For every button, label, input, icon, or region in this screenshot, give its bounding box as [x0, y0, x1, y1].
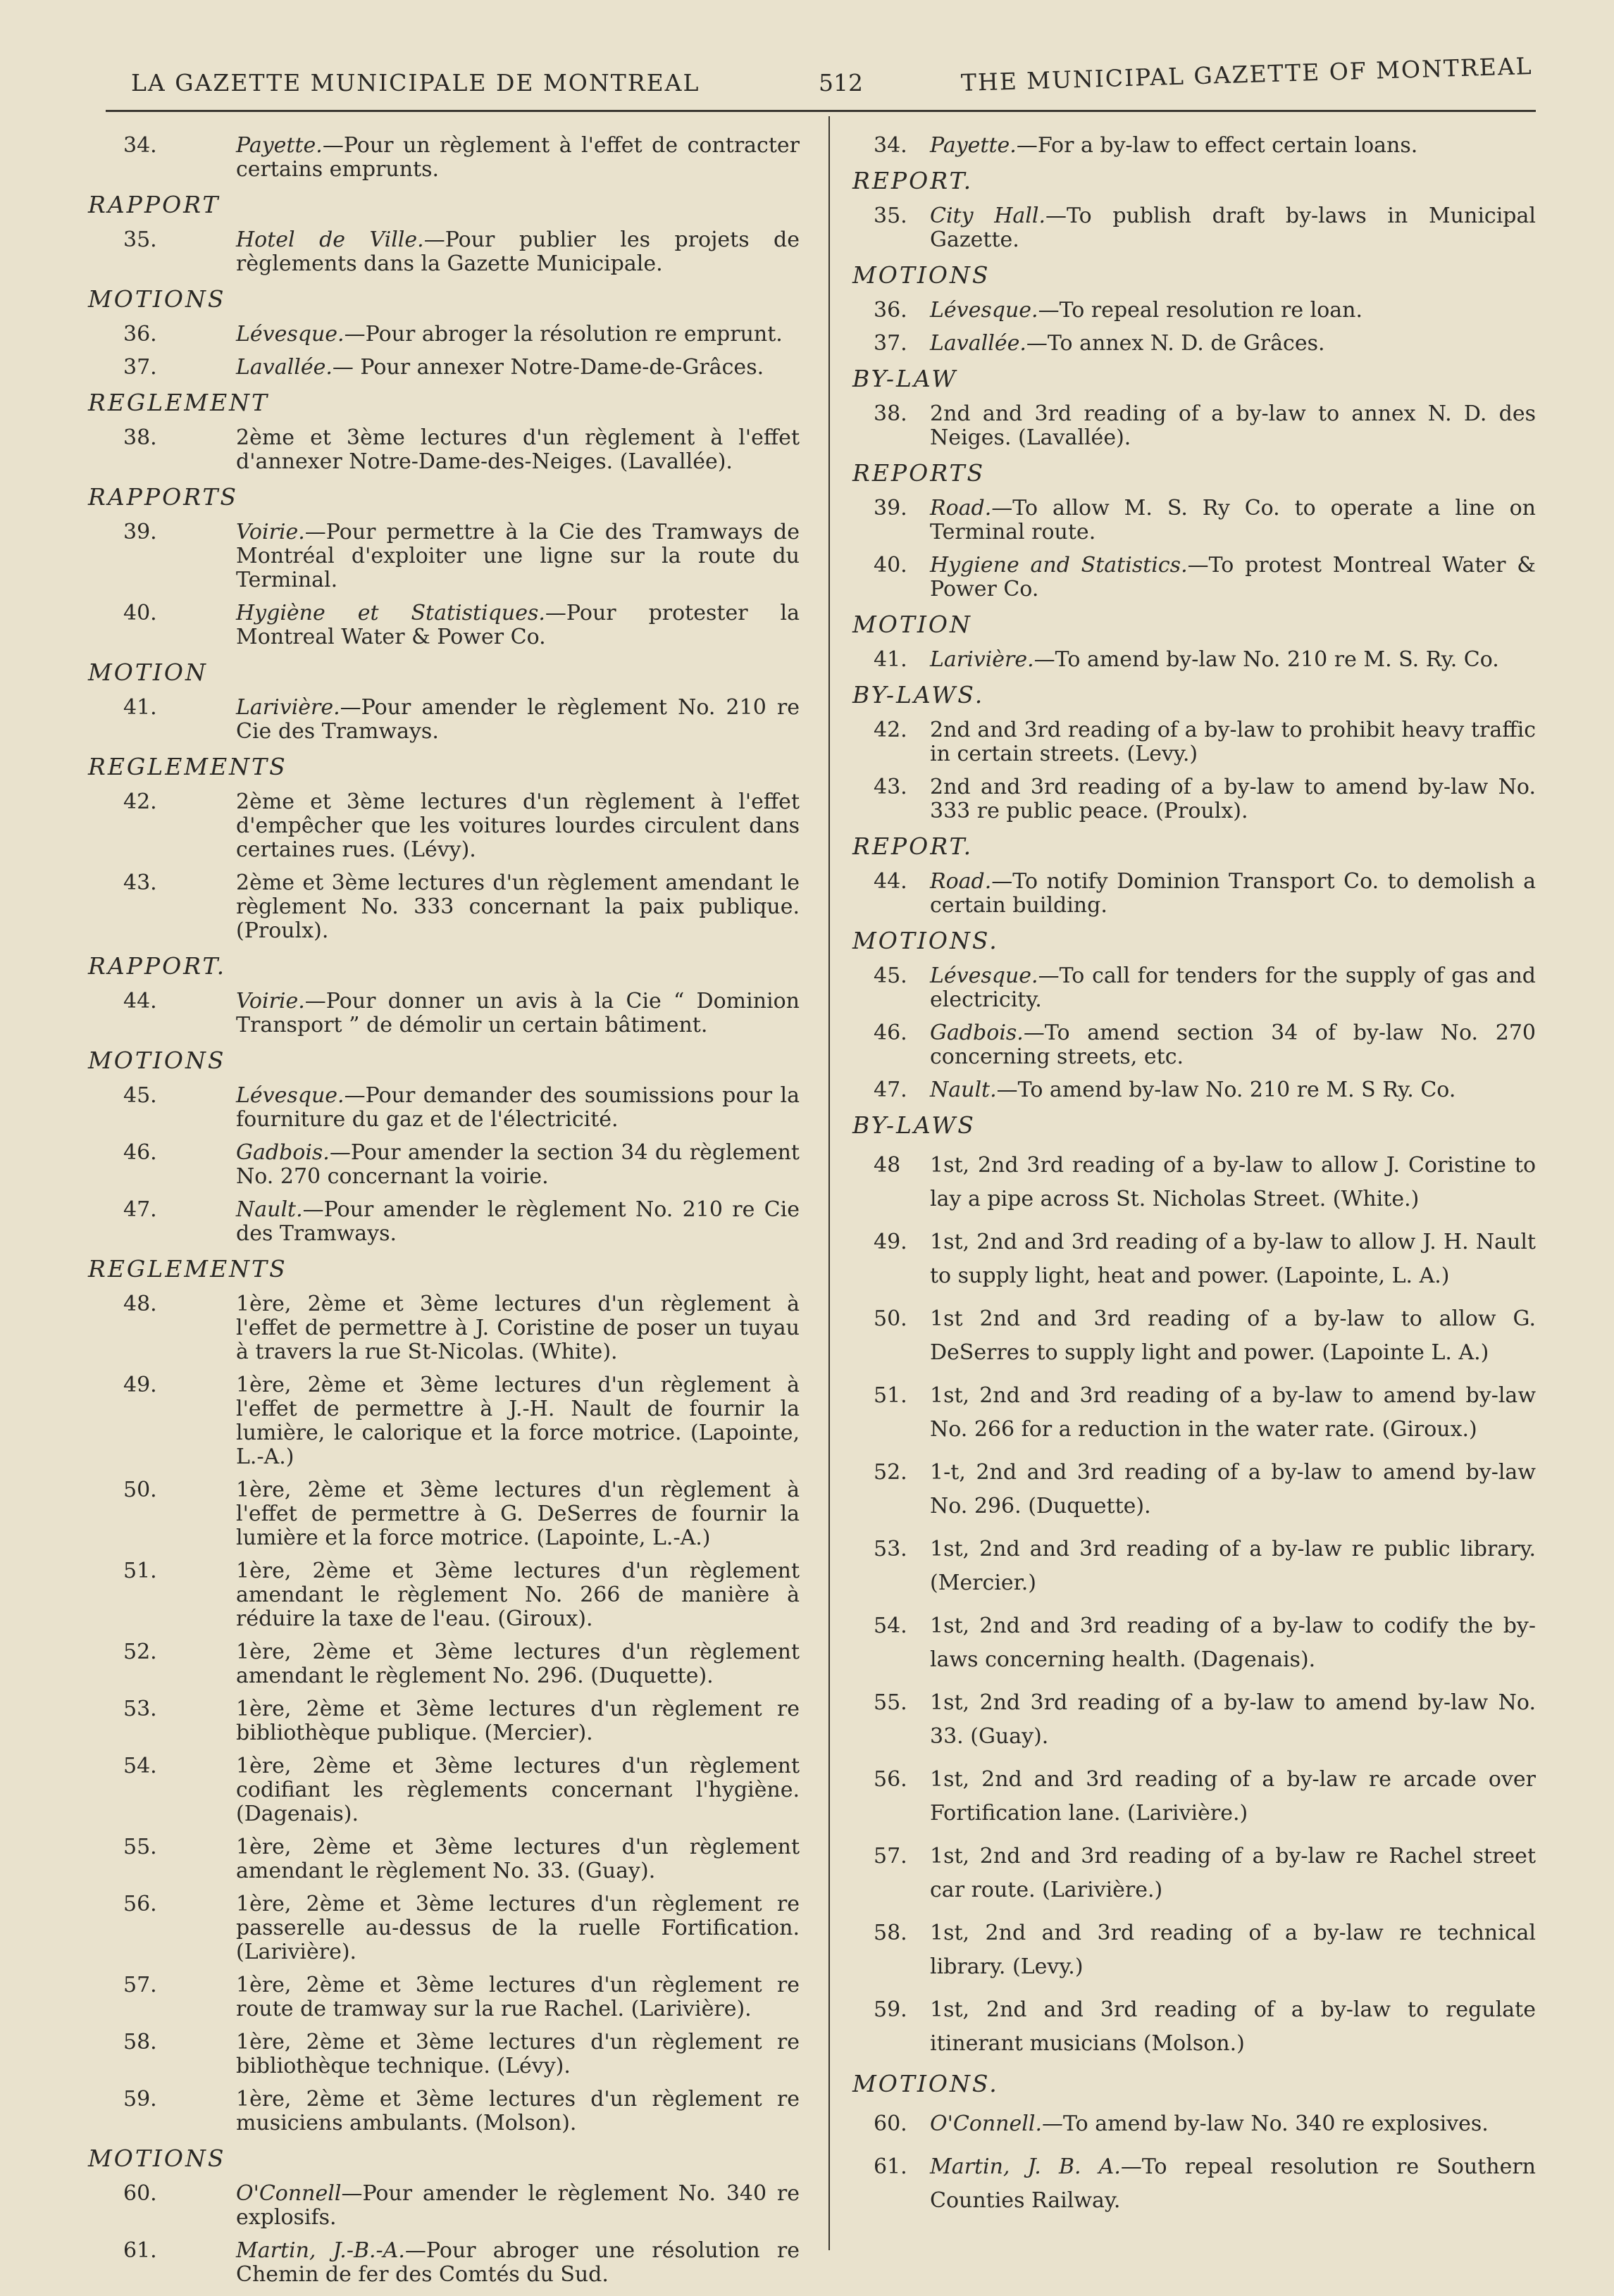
agenda-item	[845, 1225, 1550, 1293]
item-subject: City Hall.	[930, 204, 1045, 228]
section-heading: MOTIONS	[88, 2145, 226, 2172]
item-number: 53.	[874, 1537, 907, 1561]
item-text: —To amend by-law No. 340 re explosives.	[1041, 2111, 1489, 2136]
section-heading: BY-LAWS.	[852, 681, 985, 709]
agenda-item	[845, 964, 1550, 1012]
item-text: 1st, 2nd 3rd reading of a by-law to amend by-law No. 33. (Guay).	[930, 1690, 1536, 1749]
item-text: 1st, 2nd and 3rd reading of a by-law re Rachel street car route. (Larivière.)	[930, 1844, 1536, 1902]
section-heading: REGLEMENTS	[88, 1255, 287, 1283]
item-text: —To amend by-law No. 210 re M. S. Ry. Co.	[1033, 647, 1499, 672]
agenda-item	[845, 1840, 1550, 1907]
item-number: 55.	[874, 1690, 907, 1715]
item-number: 61.	[123, 2238, 157, 2263]
agenda-item	[845, 2150, 1550, 2218]
item-text: —Pour amender la section 34 du règlement No. 270 concernant la voirie.	[236, 1140, 800, 1189]
item-subject: Road.	[930, 869, 992, 894]
agenda-item	[845, 2107, 1550, 2141]
section-heading: REGLEMENTS	[88, 753, 287, 780]
section-heading: REPORT.	[852, 167, 974, 194]
item-text: 1-t, 2nd and 3rd reading of a by-law to amend by-law No. 296. (Duquette).	[930, 1460, 1536, 1518]
item-text: —To amend section 34 of by-law No. 270 concerning streets, etc.	[930, 1021, 1536, 1069]
item-number: 58.	[874, 1921, 907, 1945]
item-subject: Lavallée.	[236, 355, 333, 380]
item-number: 60.	[874, 2111, 907, 2136]
item-subject: Hotel de Ville.	[236, 227, 424, 252]
agenda-item	[88, 1084, 814, 1132]
english-column	[845, 134, 1550, 2227]
item-text: 1ère, 2ème et 3ème lectures d'un règlement amendant le règlement No. 296. (Duquette).	[236, 1640, 800, 1688]
item-text: —Pour abroger une résolution re Chemin de fer des Comtés du Sud.	[236, 2238, 800, 2287]
agenda-item	[845, 332, 1550, 356]
agenda-item	[88, 1697, 814, 1745]
section-heading: MOTIONS	[88, 285, 226, 313]
item-number: 42.	[874, 718, 907, 742]
item-text: —Pour publier les projets de règlements dans la Gazette Municipale.	[236, 227, 800, 276]
page-header	[0, 51, 1614, 108]
agenda-item	[845, 1149, 1550, 1216]
item-subject: Lavallée.	[930, 331, 1026, 356]
item-number: 36.	[123, 322, 157, 347]
item-number: 43.	[123, 871, 157, 895]
item-text: 1ère, 2ème et 3ème lectures d'un règlement codifiant les règlements concernant l'hygiène. (Dagenais).	[236, 1754, 800, 1826]
page-number: 512	[819, 69, 863, 96]
agenda-item	[88, 1141, 814, 1189]
item-number: 35.	[123, 227, 157, 252]
section-heading: BY-LAW	[852, 365, 958, 392]
item-text: —To call for tenders for the supply of gas and electricity.	[930, 963, 1536, 1012]
agenda-item	[845, 1609, 1550, 1677]
agenda-item	[845, 204, 1550, 252]
agenda-item	[845, 1763, 1550, 1830]
item-subject: Lévesque.	[236, 322, 344, 347]
item-number: 51.	[123, 1559, 157, 1583]
item-subject: Gadbois.	[930, 1021, 1024, 1045]
item-subject: Voirie.	[236, 520, 305, 544]
item-number: 52.	[874, 1460, 907, 1485]
item-number: 47.	[123, 1197, 157, 1222]
item-text: 2nd and 3rd reading of a by-law to amend by-law No. 333 re public peace. (Proulx).	[930, 775, 1536, 823]
item-subject: Road.	[930, 496, 992, 520]
item-text: 2nd and 3rd reading of a by-law to prohibit heavy traffic in certain streets. (Levy.)	[930, 718, 1536, 766]
item-subject: Martin, J. B. A.	[930, 2154, 1121, 2179]
agenda-item	[845, 1379, 1550, 1447]
item-text: —Pour un règlement à l'effet de contracter certains emprunts.	[236, 133, 800, 182]
item-text: 1st, 2nd and 3rd reading of a by-law to allow J. H. Nault to supply light, heat and power. (Lapointe, L. A.)	[930, 1230, 1536, 1288]
item-subject: Gadbois.	[236, 1140, 330, 1165]
agenda-item	[88, 134, 814, 182]
item-text: —Pour protester la Montreal Water & Power Co.	[236, 601, 800, 649]
section-heading: MOTIONS.	[852, 2070, 999, 2097]
item-number: 57.	[874, 1844, 907, 1868]
item-subject: Nault.	[930, 1078, 997, 1102]
item-number: 58.	[123, 2030, 157, 2054]
agenda-item	[845, 497, 1550, 544]
item-subject: Larivière.	[236, 695, 340, 720]
agenda-item	[845, 775, 1550, 823]
agenda-item	[88, 601, 814, 649]
agenda-item	[845, 1302, 1550, 1370]
item-number: 37.	[874, 331, 907, 356]
item-number: 56.	[123, 1892, 157, 1916]
item-number: 48.	[123, 1292, 157, 1316]
item-text: —To repeal resolution re loan.	[1038, 298, 1363, 323]
agenda-item	[845, 1993, 1550, 2061]
item-subject: Lévesque.	[930, 298, 1038, 323]
item-number: 54.	[123, 1754, 157, 1778]
item-text: —Pour donner un avis à la Cie “ Dominion Transport ” de démolir un certain bâtiment.	[236, 989, 800, 1037]
item-number: 46.	[874, 1021, 907, 1045]
item-number: 46.	[123, 1140, 157, 1165]
item-number: 55.	[123, 1835, 157, 1859]
item-text: 1st, 2nd 3rd reading of a by-law to allow J. Coristine to lay a pipe across St. Nicholas Street. (White.)	[930, 1153, 1536, 1211]
item-number: 34.	[123, 133, 157, 158]
item-number: 35.	[874, 204, 907, 228]
item-subject: Voirie.	[236, 989, 305, 1013]
section-heading: REGLEMENT	[88, 389, 270, 416]
agenda-item	[88, 1559, 814, 1631]
agenda-item	[845, 648, 1550, 672]
item-text: 2ème et 3ème lectures d'un règlement à l'effet d'empêcher que les voitures lourdes circulent dans certaines rues. (Lévy).	[236, 790, 800, 862]
item-number: 50.	[123, 1478, 157, 1502]
item-text: —To amend by-law No. 210 re M. S Ry. Co.	[996, 1078, 1456, 1102]
item-text: 1st, 2nd and 3rd reading of a by-law to regulate itinerant musicians (Molson.)	[930, 1997, 1536, 2056]
agenda-item	[88, 356, 814, 380]
item-number: 39.	[874, 496, 907, 520]
item-number: 51.	[874, 1383, 907, 1408]
item-number: 60.	[123, 2181, 157, 2206]
section-heading: MOTIONS	[852, 261, 991, 289]
item-number: 44.	[874, 869, 907, 894]
agenda-item	[845, 402, 1550, 450]
item-text: 1ère, 2ème et 3ème lectures d'un règlement à l'effet de permettre à G. DeSerres de fournir la lumière et la force motrice. (Lapointe, L.-A.)	[236, 1478, 800, 1550]
agenda-item	[845, 1456, 1550, 1523]
item-number: 57.	[123, 1973, 157, 1997]
item-number: 45.	[874, 963, 907, 988]
item-subject: Payette.	[236, 133, 323, 158]
agenda-item	[88, 1373, 814, 1469]
agenda-item	[845, 134, 1550, 158]
agenda-item	[845, 718, 1550, 766]
item-text: — Pour annexer Notre-Dame-de-Grâces.	[332, 355, 764, 380]
header-title-english: THE MUNICIPAL GAZETTE OF MONTREAL	[960, 51, 1534, 96]
item-text: —To publish draft by-laws in Municipal Gazette.	[930, 204, 1536, 252]
section-heading: RAPPORTS	[88, 483, 239, 511]
item-subject: Payette.	[930, 133, 1017, 158]
item-text: 1ère, 2ème et 3ème lectures d'un règlement à l'effet de permettre à J.-H. Nault de fournir la lumière, le calorique et la force motrice. (Lapointe, L.-A.)	[236, 1373, 800, 1469]
section-heading: REPORT.	[852, 832, 974, 860]
agenda-item	[88, 990, 814, 1037]
agenda-item	[88, 790, 814, 862]
agenda-item	[88, 1198, 814, 1246]
item-text: 1ère, 2ème et 3ème lectures d'un règlement re bibliothèque publique. (Mercier).	[236, 1697, 800, 1745]
agenda-item	[845, 1078, 1550, 1102]
item-text: —Pour amender le règlement No. 210 re Cie des Tramways.	[236, 695, 800, 744]
agenda-item	[88, 696, 814, 744]
item-text: 1ère, 2ème et 3ème lectures d'un règlement re musiciens ambulants. (Molson).	[236, 2087, 800, 2135]
item-text: —Pour permettre à la Cie des Tramways de Montréal d'exploiter une ligne sur la route du Terminal.	[236, 520, 800, 592]
item-number: 54.	[874, 1614, 907, 1638]
item-subject: Martin, J.-B.-A.	[236, 2238, 405, 2263]
agenda-item	[845, 1686, 1550, 1754]
agenda-item	[88, 426, 814, 474]
item-subject: O'Connell	[236, 2181, 342, 2206]
french-column	[88, 134, 814, 2296]
section-heading: MOTION	[852, 611, 972, 638]
item-number: 59.	[874, 1997, 907, 2022]
agenda-item	[88, 323, 814, 347]
item-number: 61.	[874, 2154, 907, 2179]
agenda-item	[88, 2182, 814, 2230]
item-number: 45.	[123, 1083, 157, 1108]
agenda-item	[845, 870, 1550, 918]
item-text: 1ère, 2ème et 3ème lectures d'un règlement amendant le règlement No. 33. (Guay).	[236, 1835, 800, 1883]
item-text: —To annex N. D. de Grâces.	[1026, 331, 1325, 356]
item-number: 39.	[123, 520, 157, 544]
item-text: 1ère, 2ème et 3ème lectures d'un règlement re bibliothèque technique. (Lévy).	[236, 2030, 800, 2078]
item-number: 52.	[123, 1640, 157, 1664]
item-number: 34.	[874, 133, 907, 158]
item-text: 1st, 2nd and 3rd reading of a by-law re arcade over Fortification lane. (Larivière.)	[930, 1767, 1536, 1826]
item-number: 37.	[123, 355, 157, 380]
item-text: —To notify Dominion Transport Co. to demolish a certain building.	[930, 869, 1536, 918]
item-subject: Lévesque.	[930, 963, 1038, 988]
section-heading: MOTIONS.	[852, 927, 999, 954]
item-text: 2ème et 3ème lectures d'un règlement à l'effet d'annexer Notre-Dame-des-Neiges. (Lavallée).	[236, 425, 800, 474]
item-text: —To allow M. S. Ry Co. to operate a line on Terminal route.	[930, 496, 1536, 544]
item-text: —Pour demander des soumissions pour la fourniture du gaz et de l'électricité.	[236, 1083, 800, 1132]
item-number: 56.	[874, 1767, 907, 1792]
column-divider	[828, 116, 830, 2250]
agenda-item	[88, 1640, 814, 1688]
agenda-item	[845, 1916, 1550, 1984]
item-text: 1st, 2nd and 3rd reading of a by-law to amend by-law No. 266 for a reduction in the water rate. (Giroux.)	[930, 1383, 1536, 1442]
section-heading: BY-LAWS	[852, 1111, 976, 1139]
section-heading: RAPPORT	[88, 191, 221, 218]
item-number: 44.	[123, 989, 157, 1013]
agenda-item	[845, 1021, 1550, 1069]
item-number: 40.	[874, 553, 907, 578]
item-subject: O'Connell.	[930, 2111, 1042, 2136]
item-subject: Larivière.	[930, 647, 1034, 672]
header-title-french: LA GAZETTE MUNICIPALE DE MONTREAL	[131, 69, 700, 96]
agenda-item	[88, 871, 814, 943]
item-text: 2ème et 3ème lectures d'un règlement amendant le règlement No. 333 concernant la paix publique. (Proulx).	[236, 871, 800, 943]
item-text: —Pour amender le règlement No. 210 re Cie des Tramways.	[236, 1197, 800, 1246]
item-number: 48	[874, 1153, 901, 1178]
agenda-item	[845, 554, 1550, 601]
item-number: 59.	[123, 2087, 157, 2111]
agenda-item	[88, 228, 814, 276]
section-heading: MOTIONS	[88, 1047, 226, 1074]
agenda-item	[88, 2239, 814, 2287]
item-text: 1ère, 2ème et 3ème lectures d'un règlement amendant le règlement No. 266 de manière à réduire la taxe de l'eau. (Giroux).	[236, 1559, 800, 1631]
item-subject: Hygiène et Statistiques.	[236, 601, 545, 625]
item-text: —Pour amender le règlement No. 340 re explosifs.	[236, 2181, 800, 2230]
item-number: 43.	[874, 775, 907, 799]
item-number: 49.	[123, 1373, 157, 1397]
item-number: 42.	[123, 790, 157, 814]
item-number: 38.	[123, 425, 157, 450]
agenda-item	[88, 1754, 814, 1826]
item-text: —For a by-law to effect certain loans.	[1016, 133, 1418, 158]
item-text: 1ère, 2ème et 3ème lectures d'un règlement re route de tramway sur la rue Rachel. (Larivière).	[236, 1973, 800, 2021]
agenda-item	[88, 1835, 814, 1883]
item-number: 41.	[123, 695, 157, 720]
item-number: 41.	[874, 647, 907, 672]
section-heading: MOTION	[88, 659, 208, 686]
agenda-item	[88, 1973, 814, 2021]
item-text: 1ère, 2ème et 3ème lectures d'un règlement re passerelle au-dessus de la ruelle Fortification. (Larivière).	[236, 1892, 800, 1964]
item-number: 53.	[123, 1697, 157, 1721]
item-number: 36.	[874, 298, 907, 323]
item-subject: Lévesque.	[236, 1083, 344, 1108]
item-number: 47.	[874, 1078, 907, 1102]
item-text: —To repeal resolution re Southern Counties Railway.	[930, 2154, 1537, 2213]
agenda-item	[88, 1478, 814, 1550]
item-subject: Hygiene and Statistics.	[930, 553, 1188, 578]
header-rule	[106, 110, 1536, 112]
item-number: 40.	[123, 601, 157, 625]
item-subject: Nault.	[236, 1197, 303, 1222]
agenda-item	[845, 1533, 1550, 1600]
item-text: —To protest Montreal Water & Power Co.	[930, 553, 1536, 601]
section-heading: REPORTS	[852, 459, 986, 487]
agenda-item	[88, 2030, 814, 2078]
item-text: 1st 2nd and 3rd reading of a by-law to allow G. DeSerres to supply light and power. (Lapointe L. A.)	[930, 1306, 1536, 1365]
item-text: 1ère, 2ème et 3ème lectures d'un règlement à l'effet de permettre à J. Coristine de poser un tuyau à travers la rue St-Nicolas. (White).	[236, 1292, 800, 1364]
item-text: 1st, 2nd and 3rd reading of a by-law to codify the by-laws concerning health. (Dagenais).	[930, 1614, 1536, 1672]
item-text: 2nd and 3rd reading of a by-law to annex N. D. des Neiges. (Lavallée).	[930, 401, 1536, 450]
item-number: 49.	[874, 1230, 907, 1254]
agenda-item	[845, 299, 1550, 323]
item-text: 1st, 2nd and 3rd reading of a by-law re public library. (Mercier.)	[930, 1537, 1536, 1595]
agenda-item	[88, 1292, 814, 1364]
agenda-item	[88, 1892, 814, 1964]
section-heading: RAPPORT.	[88, 952, 227, 980]
item-text: —Pour abroger la résolution re emprunt.	[344, 322, 783, 347]
agenda-item	[88, 520, 814, 592]
item-number: 38.	[874, 401, 907, 426]
agenda-item	[88, 2088, 814, 2135]
item-number: 50.	[874, 1306, 907, 1331]
item-text: 1st, 2nd and 3rd reading of a by-law re technical library. (Levy.)	[930, 1921, 1536, 1979]
